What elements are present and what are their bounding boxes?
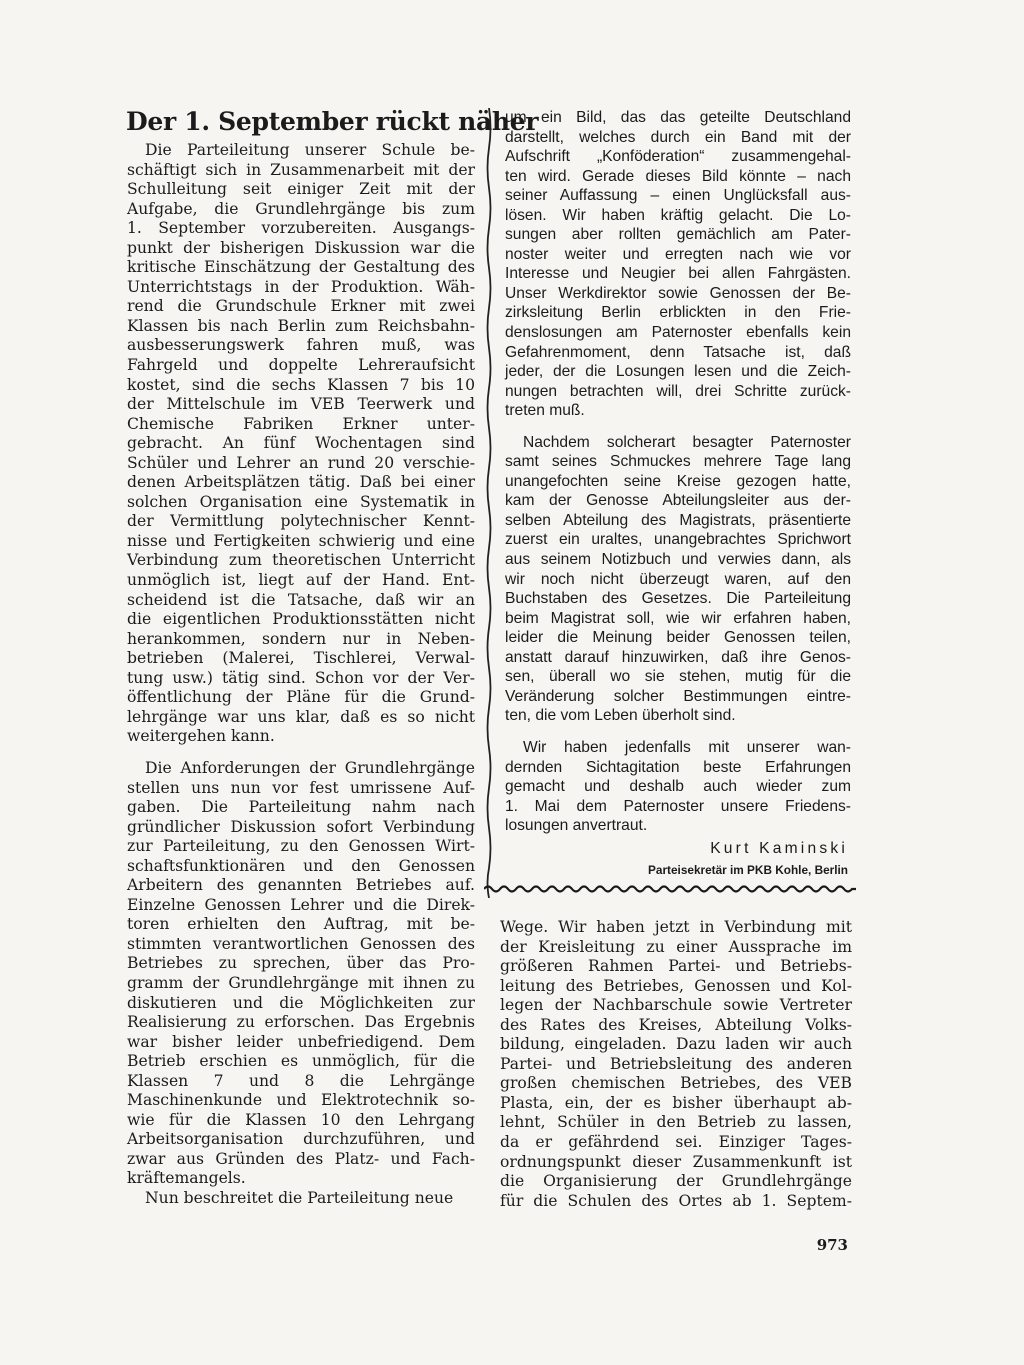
text-line: Unser Werkdirektor sowie Genossen der Be- <box>505 284 851 302</box>
text-line: Unterrichtstags in der Produktion. Wäh- <box>127 277 475 296</box>
text-line: 1. September vorzubereiten. Ausgangs- <box>127 219 475 238</box>
left-column <box>127 141 475 1209</box>
text-line: nungen betrachten will, drei Schritte zurück- <box>505 382 851 400</box>
text-line: öffentlichung der Pläne für die Grund- <box>127 688 475 707</box>
text-line: stellen uns nun vor fest umrissene Auf- <box>127 778 475 797</box>
text-line: denslosungen am Paternoster ebenfalls kein <box>505 324 851 342</box>
text-line: wir noch nicht überzeugt waren, auf den <box>505 570 851 588</box>
paragraph-gap <box>505 726 851 738</box>
text-line: rend die Grundschule Erkner mit zwei <box>127 297 475 316</box>
text-line: bildung, eingeladen. Dazu laden wir auch <box>500 1035 852 1054</box>
text-line: anstatt darauf hinzuwirken, daß ihre Genos- <box>505 648 851 666</box>
text-line: Betriebes zu sprechen, über das Pro- <box>127 954 475 973</box>
box-left-border <box>484 108 494 898</box>
text-line: seiner Auffassung – einen Unglücksfall aus- <box>505 187 851 205</box>
text-line: schaftsfunktionären und den Genossen <box>127 856 475 875</box>
text-line: großen chemischen Betriebes, des VEB <box>500 1074 852 1093</box>
text-line: sen, überall wo sie stehen, mutig für die <box>505 668 851 686</box>
text-line: darstellt, welches durch ein Band mit der <box>505 128 851 146</box>
text-line: weitergehen kann. <box>127 727 275 746</box>
text-line: leider die Meinung beider Genossen teilen, <box>505 629 851 647</box>
author-role: Parteisekretär im PKB Kohle, Berlin <box>648 863 848 877</box>
text-line: leitung des Betriebes, Genossen und Kol- <box>500 976 852 995</box>
text-line: Arbeitern des genannten Betriebes auf. <box>127 876 475 895</box>
text-line: herankommen, sondern nur in Neben- <box>127 629 475 648</box>
text-line: Wir haben jedenfalls mit unserer wan- <box>523 738 851 756</box>
text-line: Gefahrenmoment, denn Tatsache ist, daß <box>505 343 851 361</box>
text-line: zuerst ein uraltes, unangebrachtes Sprichwort <box>505 531 851 549</box>
text-line: jeder, der die Losungen lesen und die Zeich- <box>505 363 851 381</box>
text-line: größeren Rahmen Partei- und Betriebs- <box>500 957 852 976</box>
text-line: dernden Sichtagitation beste Erfahrungen <box>505 758 851 776</box>
text-line: Arbeitsorganisation durchzuführen, und <box>127 1130 475 1149</box>
text-line: Betrieb erschien es unmöglich, für die <box>127 1052 475 1071</box>
text-line: Aufgabe, die Grundlehrgänge bis zum <box>127 199 475 218</box>
text-line: kräftemangels. <box>127 1169 246 1188</box>
text-line: Chemische Fabriken Erkner unter- <box>127 414 475 433</box>
text-line: sungen aber rollten gemächlich am Pater- <box>505 226 851 244</box>
text-line: wie für die Klassen 10 den Lehrgang <box>127 1110 475 1129</box>
text-line: gründlicher Diskussion sofort Verbindung <box>127 817 475 836</box>
text-line: beim Magistrat soll, wie wir erfahren haben, <box>505 609 851 627</box>
text-line: solchen Organisation eine Systematik in <box>127 492 475 511</box>
text-line: Die Parteileitung unserer Schule be- <box>145 141 475 159</box>
text-line: Plasta, ein, der es bisher überhaupt ab- <box>500 1093 852 1112</box>
article-title: Der 1. September rückt näher <box>126 107 539 136</box>
text-line: tung usw.) tätig sind. Schon vor der Ver- <box>127 668 475 687</box>
paragraph-gap <box>127 747 475 759</box>
text-line: ausbesserungswerk fahren muß, was <box>127 336 475 355</box>
text-line: schäftigt sich in Zusammenarbeit mit der <box>127 160 475 179</box>
text-line: da er gefährdend sei. Einziger Tages- <box>500 1133 852 1152</box>
text-line: lehnt, Schüler in den Betrieb zu lassen, <box>500 1113 852 1132</box>
text-line: selben Abteilung des Magistrats, präsentierte <box>505 511 851 529</box>
page-number: 973 <box>816 1236 848 1254</box>
text-line: kostet, sind die sechs Klassen 7 bis 10 <box>127 375 475 394</box>
text-line: scheidend ist die Tatsache, daß wir an <box>127 590 475 609</box>
text-line: der Kreisleitung zu einer Aussprache im <box>500 937 852 956</box>
text-line: Verbindung zum theoretischen Unterricht <box>127 551 475 570</box>
text-line: Veränderung solcher Bestimmungen eintre- <box>505 687 851 705</box>
paragraph-gap <box>505 421 851 433</box>
text-line: Realisierung zu erforschen. Das Ergebnis <box>127 1013 475 1032</box>
text-line: Aufschrift „Konföderation“ zusammengehal- <box>505 148 851 166</box>
text-line: die eigentlichen Produktionsstätten nicht <box>127 610 475 629</box>
text-line: Schüler und Lehrer an rund 20 verschie- <box>127 453 475 472</box>
text-line: zirksleitung Berlin erblickten in den Frie- <box>505 304 851 322</box>
text-line: zur Parteileitung, zu den Genossen Wirt- <box>127 837 475 856</box>
text-line: lösen. Wir haben kräftig gelacht. Die Lo- <box>505 206 851 224</box>
text-line: Nun beschreitet die Parteileitung neue <box>145 1188 454 1207</box>
text-line: zwar aus Gründen des Platz- und Fach- <box>127 1149 475 1168</box>
text-line: 1. Mai dem Paternoster unsere Friedens- <box>505 797 851 815</box>
text-line: ten, die vom Leben überholt sind. <box>505 707 736 725</box>
text-line: Einzelne Genossen Lehrer und die Direk- <box>127 895 475 914</box>
text-line: Klassen 7 und 8 die Lehrgänge <box>127 1071 475 1090</box>
text-line: noster weiter und erregten nach wie vor <box>505 245 851 263</box>
text-line: kritische Einschätzung der Gestaltung des <box>127 258 475 277</box>
text-line: lehrgänge war uns klar, daß es so nicht <box>127 707 475 726</box>
text-line: legen der Nachbarschule sowie Vertreter <box>500 996 852 1015</box>
text-line: des Rates des Kreises, Abteilung Volks- <box>500 1015 852 1034</box>
text-line: gemacht und deshalb auch wieder zum <box>505 778 851 796</box>
text-line: Die Anforderungen der Grundlehrgänge <box>145 758 475 777</box>
text-line: denen Arbeitsplätzen tätig. Daß bei einer <box>127 473 475 492</box>
box-bottom-border <box>484 882 856 896</box>
text-line: Wege. Wir haben jetzt in Verbindung mit <box>500 918 852 936</box>
text-line: unangefochten seine Kreise gezogen hatte, <box>505 472 851 490</box>
text-line: ten wird. Gerade dieses Bild könnte – nach <box>505 167 851 185</box>
right-column-continuation <box>500 918 852 1211</box>
text-line: Schulleitung seit einiger Zeit mit der <box>127 180 475 199</box>
text-line: stimmten verantwortlichen Genossen des <box>127 934 475 953</box>
text-line: Buchstaben des Gesetzes. Die Parteileitung <box>505 590 851 608</box>
text-line: samt seines Schmuckes mehrere Tage lang <box>505 453 851 471</box>
boxed-article-column <box>505 108 851 836</box>
text-line: der Vermittlung polytechnischer Kennt- <box>127 512 475 531</box>
text-line: diskutieren und die Möglichkeiten zur <box>127 993 475 1012</box>
text-line: Partei- und Betriebsleitung des anderen <box>500 1054 852 1073</box>
text-line: unmöglich ist, liegt auf der Hand. Ent- <box>127 571 475 590</box>
text-line: Fahrgeld und doppelte Lehreraufsicht <box>127 356 475 375</box>
text-line: Interesse und Neugier bei allen Fahrgästen. <box>505 265 851 283</box>
text-line: der Mittelschule im VEB Teerwerk und <box>127 395 475 414</box>
author-name: Kurt Kaminski <box>710 840 848 857</box>
text-line: um ein Bild, das das geteilte Deutschland <box>505 109 851 126</box>
text-line: Maschinenkunde und Elektrotechnik so- <box>127 1091 475 1110</box>
text-line: betrieben (Malerei, Tischlerei, Verwal- <box>127 649 475 668</box>
text-line: nisse und Fertigkeiten schwierig und eine <box>127 531 475 550</box>
text-line: gaben. Die Parteileitung nahm nach <box>127 798 475 817</box>
text-line: toren erhielten den Auftrag, mit be- <box>127 915 475 934</box>
text-line: für die Schulen des Ortes ab 1. Septem- <box>500 1191 852 1210</box>
text-line: gebracht. An fünf Wochentagen sind <box>127 434 475 453</box>
text-line: ordnungspunkt dieser Zusammenkunft ist <box>500 1152 852 1171</box>
text-line: Klassen bis nach Berlin zum Reichsbahn- <box>127 316 475 335</box>
text-line: kam der Genosse Abteilungsleiter aus der- <box>505 492 851 510</box>
text-line: punkt der bisherigen Diskussion war die <box>127 238 475 257</box>
text-line: die Organisierung der Grundlehrgänge <box>500 1172 852 1191</box>
text-line: aus seinem Notizbuch und verwies dann, als <box>505 551 851 569</box>
text-line: losungen anvertraut. <box>505 817 648 835</box>
text-line: treten muß. <box>505 402 585 420</box>
text-line: gramm der Grundlehrgänge mit ihnen zu <box>127 973 475 992</box>
text-line: war bisher leider unbefriedigend. Dem <box>127 1032 475 1051</box>
text-line: Nachdem solcherart besagter Paternoster <box>523 433 851 451</box>
